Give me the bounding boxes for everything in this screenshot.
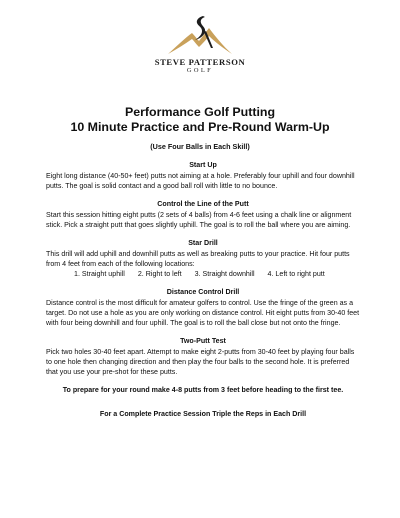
- prepare-note: To prepare for your round make 4-8 putts from 3 feet before heading to the first tee.: [62, 386, 344, 394]
- section-body: Eight long distance (40-50+ feet) putts not aiming at a hole. Preferably four uphill and four downhill putts. The goal is solid contact and a good ball roll with little to no bounce.: [46, 172, 355, 190]
- section-heading: Start Up: [189, 161, 217, 169]
- section-two-putt-test: [46, 336, 360, 377]
- brand-subtitle: GOLF: [186, 67, 214, 74]
- page-title: Performance Golf Putting: [124, 105, 276, 119]
- section-star-drill: [46, 238, 360, 279]
- location-item: 2. Right to left: [137, 270, 182, 278]
- section-heading: Two-Putt Test: [180, 337, 226, 345]
- section-body: Pick two holes 30-40 feet apart. Attempt to make eight 2-putts from 30-40 feet by playing four balls to one hole then changing direction and then play the four balls to the second hole. It is preferred that you use your pre-shot for these putts.: [46, 348, 355, 376]
- section-distance-control: [46, 287, 360, 328]
- section-body: This drill will add uphill and downhill putts as well as breaking putts to your practice. Hit four putts from 4 feet from each of the following locations:: [46, 250, 350, 268]
- location-item: 4. Left to right putt: [267, 270, 325, 278]
- page-subtitle: (Use Four Balls in Each Skill): [150, 142, 250, 151]
- section-body: Start this session hitting eight putts (2 sets of 4 balls) from 4-6 feet using a chalk line or alignment stick. Pick a straight putt that goes slightly uphill. The goal is to roll the ball where you are aiming.: [46, 211, 352, 229]
- section-body: Distance control is the most difficult for amateur golfers to control. Use the fringe of the green as a target. Do not use a hole as you are only working on distance control. Hit eight putts from 30-40 feet with four being downhill and four uphill. The goal is to roll the ball close but not onto the fringe.: [46, 299, 360, 327]
- document-body: [46, 160, 360, 433]
- brand-name: STEVE PATTERSON: [154, 57, 246, 67]
- brand-logo: [0, 14, 400, 74]
- mountain-golfer-logo-icon: [165, 14, 235, 56]
- section-heading: Star Drill: [188, 239, 218, 247]
- location-list: [74, 269, 360, 279]
- section-control-line: [46, 199, 360, 230]
- section-heading: Control the Line of the Putt: [157, 200, 249, 208]
- location-item: 1. Straight uphill: [74, 270, 125, 278]
- document-header: [0, 105, 400, 151]
- location-item: 3. Straight downhill: [194, 270, 255, 278]
- section-start-up: [46, 160, 360, 191]
- complete-session-note: For a Complete Practice Session Triple the Reps in Each Drill: [99, 410, 307, 418]
- page-title-line-2: 10 Minute Practice and Pre-Round Warm-Up: [70, 120, 330, 134]
- section-heading: Distance Control Drill: [166, 288, 240, 296]
